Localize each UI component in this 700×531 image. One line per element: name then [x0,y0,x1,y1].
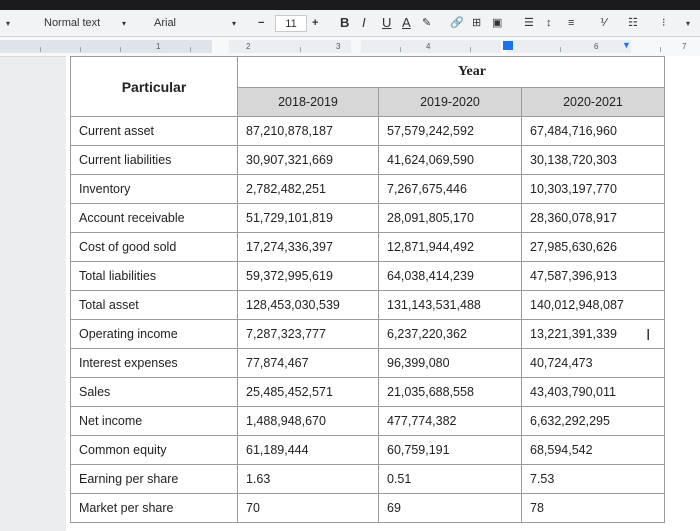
ruler-mark: 1 [156,42,161,51]
particular-header[interactable]: Particular [71,57,238,117]
value-cell[interactable]: 40,724,473 [522,349,665,378]
paragraph-style-select[interactable]: Normal text [44,17,101,29]
year-column-header[interactable]: 2020-2021 [522,88,665,117]
value-cell[interactable]: 131,143,531,488 [379,291,522,320]
value-cell[interactable]: 17,274,336,397 [238,233,379,262]
table-row [71,320,665,349]
value-cell[interactable]: 43,403,790,011 [522,378,665,407]
text-cursor-icon: I [646,327,651,344]
value-cell[interactable]: 69 [379,494,522,523]
value-cell[interactable]: 67,484,716,960 [522,117,665,146]
value-cell[interactable]: 7,287,323,777 [238,320,379,349]
menu-dropdown-icon[interactable]: ▾ [6,19,11,28]
table-row [71,407,665,436]
row-label[interactable]: Sales [71,378,238,407]
year-column-header[interactable]: 2019-2020 [379,88,522,117]
table-row [71,349,665,378]
text-color-button[interactable]: A [402,15,411,30]
value-cell[interactable]: 59,372,995,619 [238,262,379,291]
value-cell[interactable]: 28,360,078,917 [522,204,665,233]
value-cell[interactable]: 1,488,948,670 [238,407,379,436]
row-label[interactable]: Market per share [71,494,238,523]
value-cell[interactable]: 77,874,467 [238,349,379,378]
align-icon[interactable]: ≡ [568,17,575,29]
row-label[interactable]: Total asset [71,291,238,320]
value-cell[interactable]: 2,782,482,251 [238,175,379,204]
font-family-select[interactable]: Arial [154,17,177,29]
checklist-icon[interactable]: ☷ [628,17,638,29]
value-cell[interactable]: 12,871,944,492 [379,233,522,262]
row-label[interactable]: Current liabilities [71,146,238,175]
table-row [71,436,665,465]
add-comment-icon[interactable]: ⊞ [472,17,482,29]
ruler-mark: 3 [336,42,341,51]
row-label[interactable]: Cost of good sold [71,233,238,262]
value-cell[interactable]: 68,594,542 [522,436,665,465]
chevron-down-icon[interactable]: ▾ [122,19,127,28]
financial-data-table [70,56,665,523]
value-cell[interactable]: 6,632,292,295 [522,407,665,436]
insert-image-icon[interactable]: ▣ [492,17,503,29]
column-marker-icon[interactable] [503,41,513,50]
value-cell[interactable]: 78 [522,494,665,523]
year-column-header[interactable]: 2018-2019 [238,88,379,117]
value-cell[interactable]: 61,189,444 [238,436,379,465]
row-label[interactable]: Net income [71,407,238,436]
row-label[interactable]: Common equity [71,436,238,465]
value-cell[interactable]: 60,759,191 [379,436,522,465]
value-cell[interactable]: 1.63 [238,465,379,494]
decrease-font-size-button[interactable]: − [258,17,265,29]
row-label[interactable]: Current asset [71,117,238,146]
ruler-mark: 4 [426,42,431,51]
ruler-mark: 2 [246,42,251,51]
value-cell[interactable]: 25,485,452,571 [238,378,379,407]
horizontal-ruler[interactable] [0,37,700,57]
value-cell[interactable]: 13,221,391,339 [522,320,665,349]
line-spacing-icon[interactable]: ↕ [546,17,552,29]
value-cell[interactable]: 7.53 [522,465,665,494]
value-cell[interactable]: 30,907,321,669 [238,146,379,175]
underline-button[interactable]: U [382,15,392,30]
row-label[interactable]: Total liabilities [71,262,238,291]
value-cell[interactable]: 30,138,720,303 [522,146,665,175]
table-row [71,204,665,233]
italic-button[interactable]: I [362,15,366,30]
value-cell[interactable]: 128,453,030,539 [238,291,379,320]
table-row [71,378,665,407]
row-label[interactable]: Account receivable [71,204,238,233]
bold-button[interactable]: B [340,15,350,30]
ruler-mark: 6 [594,42,599,51]
value-cell[interactable]: 70 [238,494,379,523]
table-row [71,233,665,262]
value-cell[interactable]: 87,210,878,187 [238,117,379,146]
value-cell[interactable]: 41,624,069,590 [379,146,522,175]
row-label[interactable]: Inventory [71,175,238,204]
value-cell[interactable]: 64,038,414,239 [379,262,522,291]
row-label[interactable]: Earning per share [71,465,238,494]
value-cell[interactable]: 140,012,948,087 [522,291,665,320]
row-label[interactable]: Operating income [71,320,238,349]
ruler-mark: 7 [682,42,687,51]
value-cell[interactable]: 96,399,080 [379,349,522,378]
value-cell[interactable]: 7,267,675,446 [379,175,522,204]
font-size-input[interactable]: 11 [275,15,307,32]
table-header-row [71,57,665,88]
chevron-down-icon[interactable]: ▾ [232,19,237,28]
table-row [71,117,665,146]
table-row [71,465,665,494]
value-cell[interactable]: 0.51 [379,465,522,494]
value-cell[interactable]: 51,729,101,819 [238,204,379,233]
value-cell[interactable]: 27,985,630,626 [522,233,665,262]
value-cell[interactable]: 57,579,242,592 [379,117,522,146]
table-row [71,262,665,291]
insert-link-icon[interactable]: 🔗 [450,17,464,29]
formatting-toolbar [0,10,700,37]
numbered-list-icon[interactable]: ⅟ [600,17,607,29]
value-cell[interactable]: 21,035,688,558 [379,378,522,407]
table-row [71,175,665,204]
table-row [71,494,665,523]
value-cell[interactable]: 47,587,396,913 [522,262,665,291]
chevron-down-icon[interactable]: ▾ [686,19,691,28]
value-cell[interactable]: 10,303,197,770 [522,175,665,204]
increase-font-size-button[interactable]: + [312,17,319,29]
bulleted-list-icon[interactable]: ⁝ [662,17,666,29]
value-cell[interactable]: 477,774,382 [379,407,522,436]
align-left-icon[interactable]: ☰ [524,17,534,29]
value-cell[interactable]: 28,091,805,170 [379,204,522,233]
row-label[interactable]: Interest expenses [71,349,238,378]
indent-marker-icon[interactable]: ▼ [622,40,631,50]
year-header[interactable]: Year [238,57,665,88]
table-row [71,291,665,320]
highlight-pen-icon[interactable]: ✎ [422,17,432,29]
value-cell[interactable]: 6,237,220,362 [379,320,522,349]
table-row [71,146,665,175]
